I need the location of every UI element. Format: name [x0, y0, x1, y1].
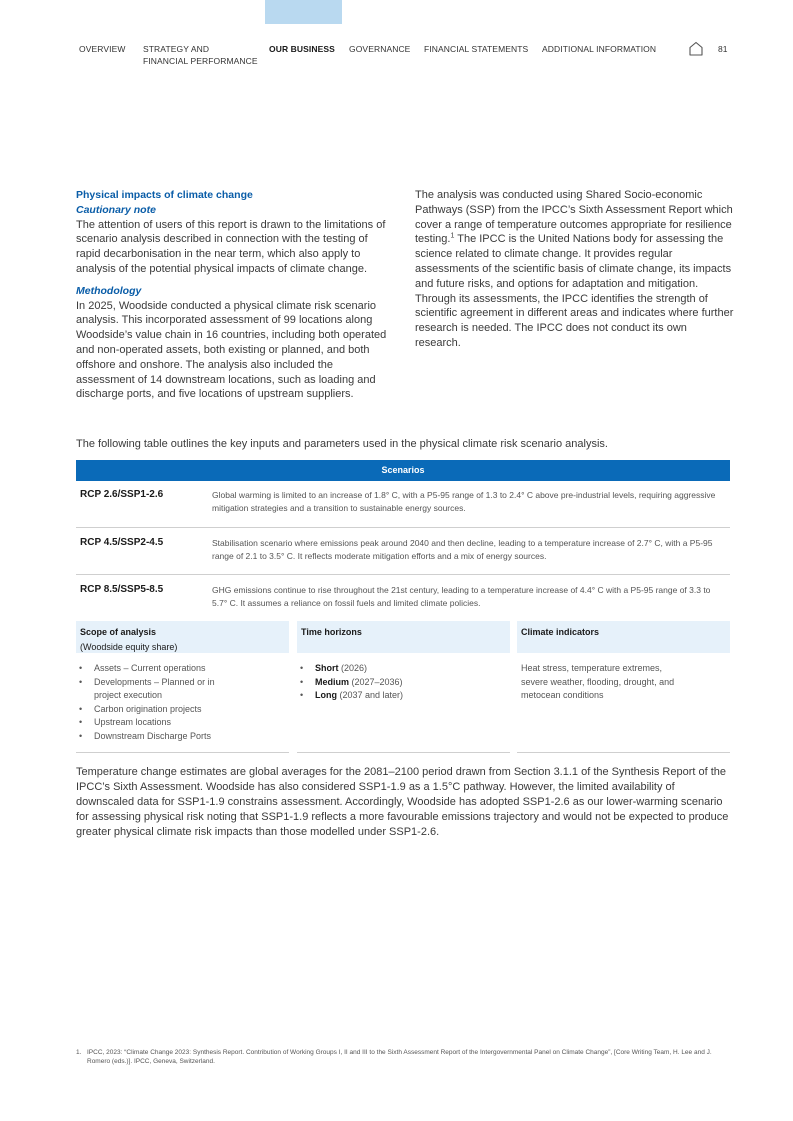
scenarios-header: Scenarios — [76, 460, 730, 481]
list-item: • Developments – Planned or in project execution — [94, 676, 234, 703]
home-icon[interactable] — [689, 41, 703, 56]
list-item: • Upstream locations — [94, 716, 289, 730]
list-item: • Downstream Discharge Ports — [94, 730, 289, 744]
climate-indicators-column — [517, 621, 730, 703]
horizon-range: (2026) — [338, 663, 368, 673]
scope-list — [76, 662, 289, 743]
scope-heading: Scope of analysis — [80, 627, 157, 637]
temperature-note: Temperature change estimates are global averages for the 2081–2100 period drawn from Section 3.1.1 of the Synthesis Report of the IPCC’s Sixth Assessment. Woodside has also considered SSP1-1.9 as a 1.5°C pathway. However, the limited availability of downscaled data for SSP1-1.9 constrains assessment. Accordingly, Woodside has adopted SSP1-2.6 as our lower-warming scenario for assessing physical risk noting that SSP1-1.9 reflects a more favourable emissions trajectory and would not be expected to produce greater physical climate risk impacts than those modelled under SSP1-2.6. — [76, 766, 729, 838]
list-item — [315, 676, 510, 690]
methodology-text: In 2025, Woodside conducted a physical climate risk scenario analysis. This incorporated assessment of 99 locations along Woodside’s value chain in 16 countries, including both operated and non-operated assets, both existing or planned, and both offshore and onshore. The analysis also included the assessment of 14 downstream locations, such as loading and discharge ports, and five locations of upstream suppliers. — [76, 299, 387, 401]
nav-governance[interactable]: GOVERNANCE — [349, 44, 411, 54]
scenario-row — [76, 489, 730, 528]
active-section-tab-marker — [265, 0, 342, 24]
scenario-row — [76, 584, 730, 620]
ipcc-text-part1: The analysis was conducted using Shared Socio-economic Pathways (SSP) from the IPCC’s Sixth Assessment Report which cover a range of temperature outcomes appropriate for resilience testing. — [415, 189, 733, 246]
horizon-range: (2027–2036) — [349, 676, 403, 687]
nav-strategy[interactable] — [143, 44, 258, 67]
time-horizons-list-container — [297, 653, 510, 703]
horizon-label: Medium — [315, 676, 350, 687]
climate-indicators-text: Heat stress, temperature extremes, severe weather, flooding, drought, and metocean conditions — [521, 663, 675, 700]
scenario-name: RCP 2.6/SSP1-2.6 — [80, 489, 164, 500]
page-number: 81 — [718, 44, 728, 54]
scenario-name: RCP 8.5/SSP5-8.5 — [80, 584, 164, 595]
left-column — [76, 188, 394, 402]
cautionary-note-text: The attention of users of this report is drawn to the limitations of scenario analysis described in connection with the testing of rapid decarbonisation in the near term, which also apply to analysis of the potential physical impacts of climate change. — [76, 218, 386, 275]
footnote — [76, 1049, 730, 1066]
horizon-label: Long — [315, 690, 337, 700]
right-column — [415, 188, 735, 351]
cautionary-note-heading: Cautionary note — [76, 203, 156, 216]
ipcc-text-part2: The IPCC is the United Nations body for assessing the science related to climate change. It provides regular assessments of the scientific basis of climate change, its impacts and future risks, and options for adaptation and mitigation. Through its assessments, the IPCC identifies the strength of scientific agreement in different areas and indicates where further research is needed. The IPCC does not conduct its own research. — [415, 233, 734, 349]
time-horizons-column — [297, 621, 510, 703]
scope-list-container — [76, 653, 289, 743]
nav-financial-statements[interactable]: FINANCIAL STATEMENTS — [424, 44, 529, 54]
nav-additional-information[interactable]: ADDITIONAL INFORMATION — [542, 44, 657, 54]
scenario-description: Stabilisation scenario where emissions peak around 2040 and then decline, leading to a temperature increase of 2.7° C, with a P5-95 range of 2.1 to 3.5° C. It reflects moderate mitigation efforts and a mix of energy sources. — [212, 538, 713, 561]
horizon-range: (2037 and later) — [337, 690, 404, 700]
nav-strategy-line1: STRATEGY AND — [143, 44, 210, 54]
list-item — [315, 689, 510, 703]
column-divider — [517, 752, 730, 753]
nav-our-business[interactable]: OUR BUSINESS — [269, 44, 335, 54]
list-item — [315, 662, 510, 676]
time-horizons-header: Time horizons — [297, 621, 510, 653]
nav-overview[interactable]: OVERVIEW — [79, 44, 126, 54]
ipcc-paragraph — [415, 188, 735, 351]
scenario-row — [76, 537, 730, 575]
scenario-name: RCP 4.5/SSP2-4.5 — [80, 537, 164, 548]
footnote-reference[interactable]: 1 — [450, 232, 455, 240]
table-intro: The following table outlines the key inputs and parameters used in the physical climate risk scenario analysis. — [76, 438, 608, 450]
scenario-description: GHG emissions continue to rise throughout the 21st century, leading to a temperature increase of 4.4° C with a P5-95 range of 3.3 to 5.7° C. It assumes a reliance on fossil fuels and limited climate policies. — [212, 585, 711, 608]
scope-subheading: (Woodside equity share) — [80, 642, 178, 652]
time-horizons-list — [297, 662, 510, 703]
footnote-text: IPCC, 2023: “Climate Change 2023: Synthesis Report. Contribution of Working Groups I, II and III to the Sixth Assessment Report of the Intergovernmental Panel on Climate Change”, [Core Writing Team, H. Lee and J. Romero (eds.)]. IPCC, Geneva, Switzerland. — [87, 1049, 712, 1065]
column-divider — [76, 752, 289, 753]
horizon-label: Short — [315, 663, 339, 673]
column-divider — [297, 752, 510, 753]
list-item: • Carbon origination projects — [94, 703, 289, 717]
physical-impacts-heading: Physical impacts of climate change — [76, 189, 253, 201]
scenario-description: Global warming is limited to an increase of 1.8° C, with a P5-95 range of 1.3 to 2.4° C above pre-industrial levels, requiring aggressive mitigation strategies and a transition to sustainable energy sources. — [212, 490, 716, 513]
list-item: • Assets – Current operations — [94, 662, 289, 676]
methodology-heading: Methodology — [76, 284, 142, 297]
footnote-number: 1. — [76, 1049, 82, 1056]
scope-column — [76, 621, 289, 743]
nav-strategy-line2: FINANCIAL PERFORMANCE — [143, 55, 258, 66]
scope-header — [76, 621, 289, 653]
climate-indicators-header: Climate indicators — [517, 621, 730, 653]
